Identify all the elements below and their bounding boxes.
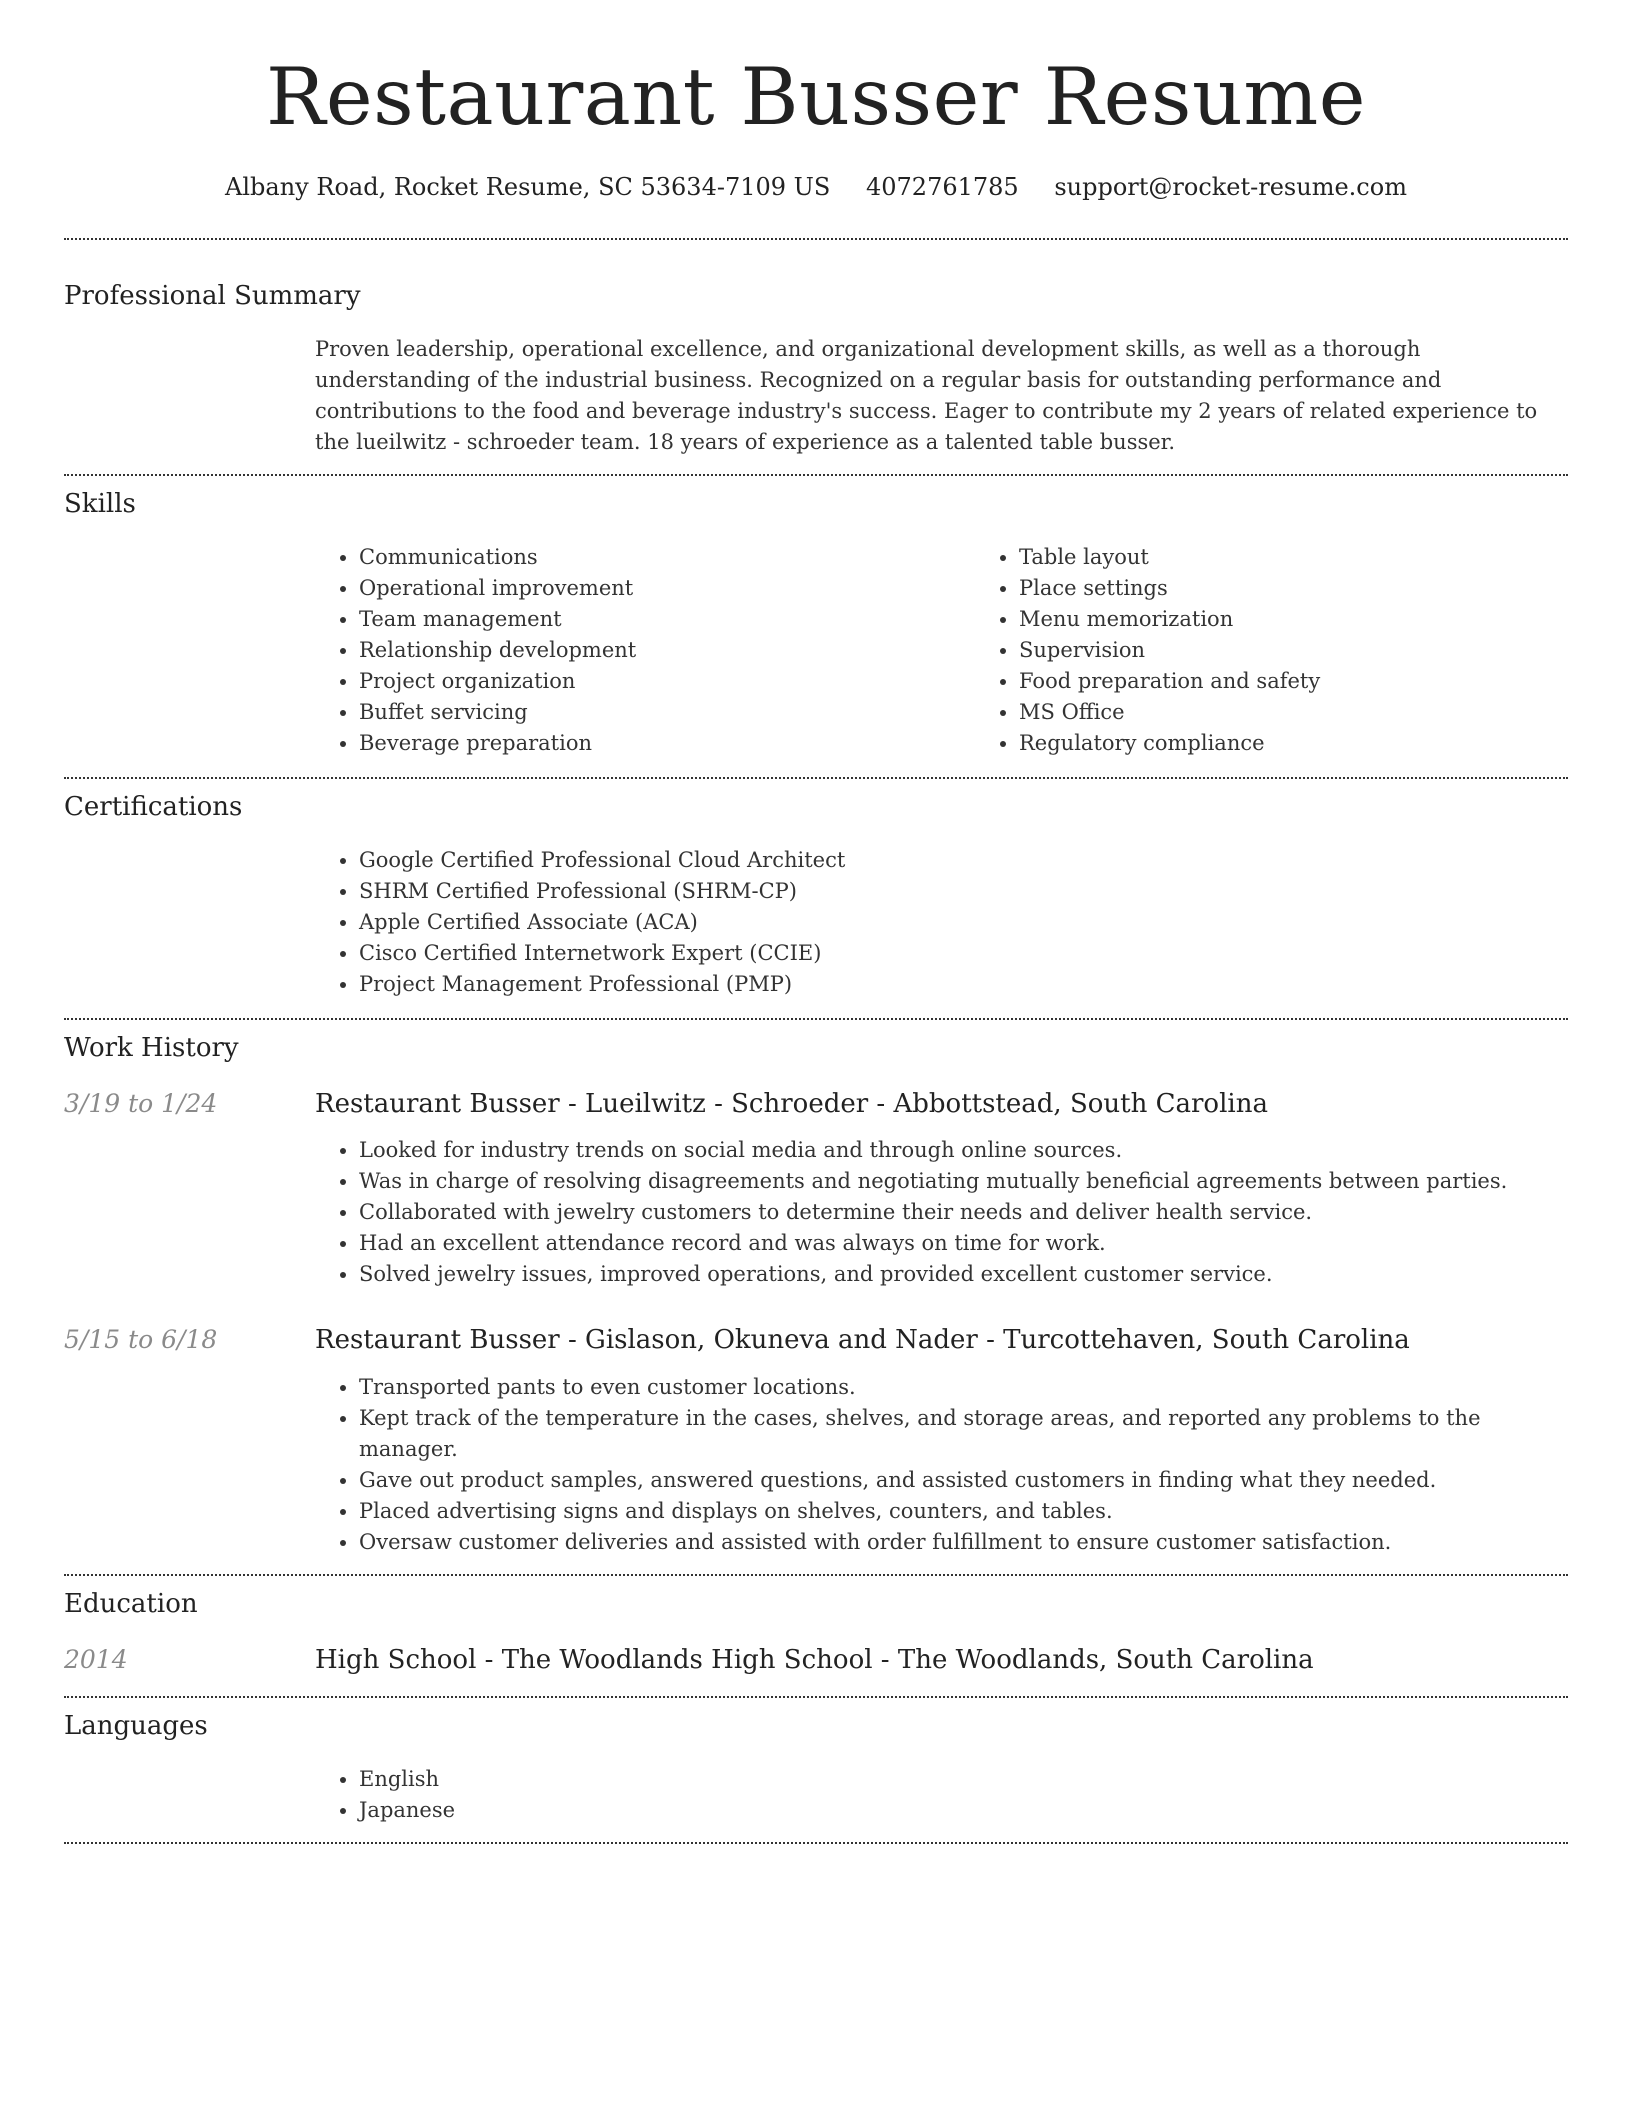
job-entry bbox=[64, 1088, 1568, 1291]
divider bbox=[64, 1842, 1568, 1844]
list-item: • Placed advertising signs and displays on shelves, counters, and tables. bbox=[359, 1496, 1568, 1527]
list-item: • Relationship development bbox=[359, 635, 975, 666]
contact-line bbox=[64, 171, 1568, 205]
list-item: • Communications bbox=[359, 542, 975, 573]
list-item: • Buffet servicing bbox=[359, 697, 975, 728]
job-heading: Restaurant Busser - Lueilwitz - Schroeder - Abbottstead, South Carolina bbox=[315, 1088, 1268, 1119]
list-item: • Had an excellent attendance record and was always on time for work. bbox=[359, 1228, 1568, 1259]
list-item: • Apple Certified Associate (ACA) bbox=[359, 907, 1568, 938]
list-item: • English bbox=[359, 1764, 1568, 1795]
skills-list-left bbox=[315, 542, 975, 759]
list-item: • Project organization bbox=[359, 666, 975, 697]
list-item: • Solved jewelry issues, improved operations, and provided excellent customer service. bbox=[359, 1259, 1568, 1290]
list-item: • Gave out product samples, answered questions, and assisted customers in finding what they needed. bbox=[359, 1465, 1568, 1496]
contact-email: support@rocket-resume.com bbox=[1054, 172, 1407, 201]
list-item: • Google Certified Professional Cloud Architect bbox=[359, 845, 1568, 876]
section-title-summary: Professional Summary bbox=[64, 281, 361, 312]
section-title-work-history: Work History bbox=[64, 1032, 239, 1063]
list-item: • Transported pants to even customer locations. bbox=[359, 1372, 1568, 1403]
list-item: • Kept track of the temperature in the cases, shelves, and storage areas, and reported any problems to the manager. bbox=[359, 1403, 1568, 1465]
job-entry bbox=[64, 1324, 1568, 1558]
job-bullets bbox=[315, 1372, 1568, 1558]
section-title-languages: Languages bbox=[64, 1710, 208, 1741]
list-item: • Oversaw customer deliveries and assisted with order fulfillment to ensure customer satisfaction. bbox=[359, 1527, 1568, 1558]
list-item: • Japanese bbox=[359, 1795, 1568, 1826]
contact-address: Albany Road, Rocket Resume, SC 53634-7109 US bbox=[225, 172, 831, 201]
resume-title: Restaurant Busser Resume bbox=[265, 51, 1367, 143]
section-title-skills: Skills bbox=[64, 489, 136, 520]
job-heading: Restaurant Busser - Gislason, Okuneva and Nader - Turcottehaven, South Carolina bbox=[315, 1325, 1410, 1356]
list-item: • Was in charge of resolving disagreements and negotiating mutually beneficial agreements between parties. bbox=[359, 1166, 1568, 1197]
summary-text: Proven leadership, operational excellence, and organizational development skills, as well as a thorough understanding of the industrial business. Recognized on a regular basis for outstanding performance and contributions to the food and beverage industry's success. Eager to contribute my 2 years of related experience to the lueilwitz - schroeder team. 18 years of experience as a talented table busser. bbox=[315, 337, 1538, 455]
section-title-education: Education bbox=[64, 1589, 198, 1620]
list-item: • Place settings bbox=[1019, 573, 1632, 604]
skills-list-right bbox=[975, 542, 1632, 759]
contact-phone: 4072761785 bbox=[865, 172, 1019, 201]
education-year: 2014 bbox=[64, 1644, 128, 1674]
list-item: • SHRM Certified Professional (SHRM-CP) bbox=[359, 876, 1568, 907]
list-item: • Cisco Certified Internetwork Expert (CCIE) bbox=[359, 938, 1568, 969]
list-item: • MS Office bbox=[1019, 697, 1632, 728]
summary-section bbox=[64, 240, 1568, 458]
education-section bbox=[64, 1576, 1568, 1678]
work-history-section bbox=[64, 1020, 1568, 1558]
list-item: • Supervision bbox=[1019, 635, 1632, 666]
list-item: • Food preparation and safety bbox=[1019, 666, 1632, 697]
certifications-section bbox=[64, 779, 1568, 1000]
certifications-list bbox=[315, 845, 1568, 1000]
list-item: • Project Management Professional (PMP) bbox=[359, 969, 1568, 1000]
section-title-certifications: Certifications bbox=[64, 791, 243, 822]
list-item: • Team management bbox=[359, 604, 975, 635]
languages-list bbox=[315, 1764, 1568, 1826]
job-bullets bbox=[315, 1135, 1568, 1290]
list-item: • Operational improvement bbox=[359, 573, 975, 604]
education-heading: High School - The Woodlands High School - The Woodlands, South Carolina bbox=[315, 1644, 1314, 1675]
list-item: • Menu memorization bbox=[1019, 604, 1632, 635]
list-item: • Collaborated with jewelry customers to determine their needs and deliver health service. bbox=[359, 1197, 1568, 1228]
job-dates: 3/19 to 1/24 bbox=[64, 1088, 218, 1118]
list-item: • Regulatory compliance bbox=[1019, 728, 1632, 759]
list-item: • Beverage preparation bbox=[359, 728, 975, 759]
list-item: • Table layout bbox=[1019, 542, 1632, 573]
languages-section bbox=[64, 1698, 1568, 1826]
list-item: • Looked for industry trends on social media and through online sources. bbox=[359, 1135, 1568, 1166]
skills-section bbox=[64, 476, 1568, 759]
education-entry bbox=[64, 1644, 1568, 1678]
job-dates: 5/15 to 6/18 bbox=[64, 1325, 218, 1355]
